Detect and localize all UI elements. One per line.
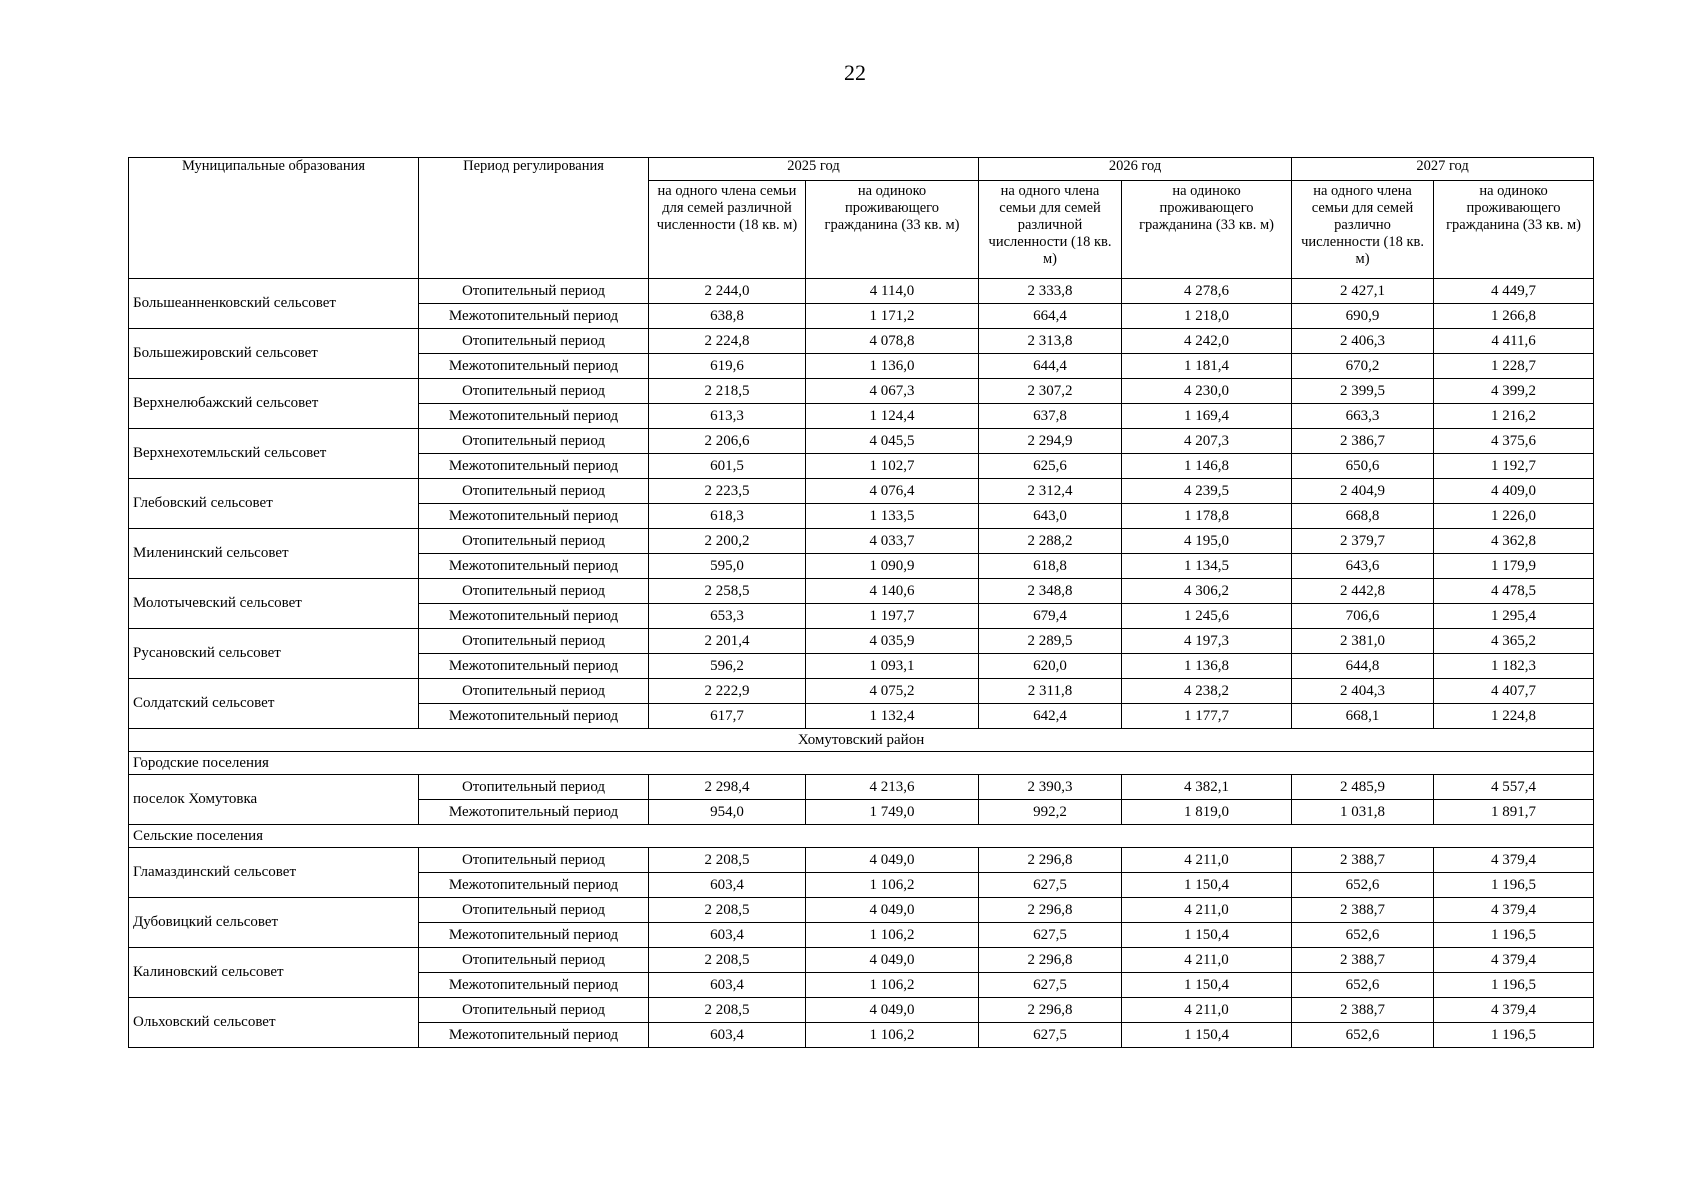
period-label: Межотопительный период [419, 873, 649, 898]
table-body [129, 279, 1594, 1048]
value-cell: 2 201,4 [649, 629, 806, 654]
municipality-name: Дубовицкий сельсовет [129, 898, 419, 948]
municipality-name: Верхнелюбажский сельсовет [129, 379, 419, 429]
value-cell: 4 049,0 [806, 998, 979, 1023]
value-cell: 4 035,9 [806, 629, 979, 654]
value-cell: 2 399,5 [1292, 379, 1434, 404]
value-cell: 2 208,5 [649, 898, 806, 923]
district-row [129, 729, 1594, 752]
settlement-group-label: Городские поселения [129, 752, 1594, 775]
value-cell: 4 211,0 [1122, 898, 1292, 923]
value-cell: 1 196,5 [1434, 1023, 1594, 1048]
value-cell: 4 238,2 [1122, 679, 1292, 704]
value-cell: 4 557,4 [1434, 775, 1594, 800]
value-cell: 2 404,9 [1292, 479, 1434, 504]
period-label: Отопительный период [419, 998, 649, 1023]
value-cell: 2 200,2 [649, 529, 806, 554]
value-cell: 638,8 [649, 304, 806, 329]
municipality-name: Глебовский сельсовет [129, 479, 419, 529]
value-cell: 1 295,4 [1434, 604, 1594, 629]
table-row [129, 775, 1594, 800]
value-cell: 603,4 [649, 873, 806, 898]
group-row [129, 825, 1594, 848]
value-cell: 4 409,0 [1434, 479, 1594, 504]
value-cell: 4 239,5 [1122, 479, 1292, 504]
value-cell: 1 177,7 [1122, 704, 1292, 729]
table-row [129, 279, 1594, 304]
value-cell: 1 106,2 [806, 1023, 979, 1048]
value-cell: 4 207,3 [1122, 429, 1292, 454]
value-cell: 644,4 [979, 354, 1122, 379]
header-single-resident-2025: на одиноко проживающего гражданина (33 кв. м) [806, 181, 979, 279]
value-cell: 2 288,2 [979, 529, 1122, 554]
value-cell: 1 266,8 [1434, 304, 1594, 329]
value-cell: 1 182,3 [1434, 654, 1594, 679]
value-cell: 1 136,8 [1122, 654, 1292, 679]
value-cell: 4 278,6 [1122, 279, 1292, 304]
value-cell: 1 090,9 [806, 554, 979, 579]
value-cell: 4 478,5 [1434, 579, 1594, 604]
period-label: Отопительный период [419, 679, 649, 704]
value-cell: 2 390,3 [979, 775, 1122, 800]
period-label: Межотопительный период [419, 973, 649, 998]
value-cell: 4 306,2 [1122, 579, 1292, 604]
value-cell: 1 169,4 [1122, 404, 1292, 429]
value-cell: 4 045,5 [806, 429, 979, 454]
period-label: Межотопительный период [419, 554, 649, 579]
value-cell: 1 146,8 [1122, 454, 1292, 479]
value-cell: 2 427,1 [1292, 279, 1434, 304]
value-cell: 4 140,6 [806, 579, 979, 604]
value-cell: 1 196,5 [1434, 873, 1594, 898]
value-cell: 1 819,0 [1122, 800, 1292, 825]
value-cell: 4 195,0 [1122, 529, 1292, 554]
period-label: Отопительный период [419, 279, 649, 304]
value-cell: 2 206,6 [649, 429, 806, 454]
value-cell: 668,8 [1292, 504, 1434, 529]
value-cell: 627,5 [979, 973, 1122, 998]
value-cell: 2 379,7 [1292, 529, 1434, 554]
value-cell: 1 245,6 [1122, 604, 1292, 629]
value-cell: 2 296,8 [979, 848, 1122, 873]
municipality-name: Солдатский сельсовет [129, 679, 419, 729]
period-label: Отопительный период [419, 898, 649, 923]
value-cell: 4 382,1 [1122, 775, 1292, 800]
value-cell: 637,8 [979, 404, 1122, 429]
value-cell: 650,6 [1292, 454, 1434, 479]
table-row [129, 998, 1594, 1023]
value-cell: 4 075,2 [806, 679, 979, 704]
page-number: 22 [844, 60, 866, 85]
header-year-2027: 2027 год [1292, 158, 1594, 181]
value-cell: 627,5 [979, 873, 1122, 898]
value-cell: 643,6 [1292, 554, 1434, 579]
table-row [129, 529, 1594, 554]
value-cell: 652,6 [1292, 873, 1434, 898]
value-cell: 4 411,6 [1434, 329, 1594, 354]
period-label: Отопительный период [419, 775, 649, 800]
value-cell: 2 208,5 [649, 948, 806, 973]
value-cell: 596,2 [649, 654, 806, 679]
value-cell: 4 379,4 [1434, 948, 1594, 973]
value-cell: 670,2 [1292, 354, 1434, 379]
group-row [129, 752, 1594, 775]
municipality-name: Гламаздинский сельсовет [129, 848, 419, 898]
value-cell: 1 178,8 [1122, 504, 1292, 529]
value-cell: 2 386,7 [1292, 429, 1434, 454]
value-cell: 4 078,8 [806, 329, 979, 354]
value-cell: 644,8 [1292, 654, 1434, 679]
value-cell: 618,8 [979, 554, 1122, 579]
period-label: Отопительный период [419, 429, 649, 454]
municipality-name: Ольховский сельсовет [129, 998, 419, 1048]
value-cell: 2 333,8 [979, 279, 1122, 304]
value-cell: 1 171,2 [806, 304, 979, 329]
period-label: Межотопительный период [419, 304, 649, 329]
value-cell: 2 388,7 [1292, 848, 1434, 873]
value-cell: 2 244,0 [649, 279, 806, 304]
period-label: Отопительный период [419, 379, 649, 404]
value-cell: 2 222,9 [649, 679, 806, 704]
value-cell: 1 133,5 [806, 504, 979, 529]
value-cell: 1 150,4 [1122, 873, 1292, 898]
value-cell: 1 106,2 [806, 973, 979, 998]
value-cell: 4 379,4 [1434, 898, 1594, 923]
value-cell: 620,0 [979, 654, 1122, 679]
value-cell: 1 093,1 [806, 654, 979, 679]
value-cell: 2 294,9 [979, 429, 1122, 454]
period-label: Отопительный период [419, 529, 649, 554]
value-cell: 4 049,0 [806, 848, 979, 873]
value-cell: 1 218,0 [1122, 304, 1292, 329]
period-label: Межотопительный период [419, 604, 649, 629]
value-cell: 2 208,5 [649, 848, 806, 873]
period-label: Отопительный период [419, 629, 649, 654]
value-cell: 2 224,8 [649, 329, 806, 354]
value-cell: 627,5 [979, 1023, 1122, 1048]
value-cell: 4 197,3 [1122, 629, 1292, 654]
value-cell: 4 365,2 [1434, 629, 1594, 654]
table-row [129, 329, 1594, 354]
value-cell: 2 208,5 [649, 998, 806, 1023]
value-cell: 4 407,7 [1434, 679, 1594, 704]
municipality-name: Верхнехотемльский сельсовет [129, 429, 419, 479]
value-cell: 1 749,0 [806, 800, 979, 825]
value-cell: 4 033,7 [806, 529, 979, 554]
header-family-member-2026: на одного члена семьи для семей различной численности (18 кв. м) [979, 181, 1122, 279]
value-cell: 663,3 [1292, 404, 1434, 429]
value-cell: 2 313,8 [979, 329, 1122, 354]
table-row [129, 679, 1594, 704]
value-cell: 4 379,4 [1434, 998, 1594, 1023]
period-label: Отопительный период [419, 329, 649, 354]
value-cell: 2 218,5 [649, 379, 806, 404]
table-row [129, 379, 1594, 404]
value-cell: 992,2 [979, 800, 1122, 825]
municipality-name: Калиновский сельсовет [129, 948, 419, 998]
table-row [129, 479, 1594, 504]
period-label: Межотопительный период [419, 454, 649, 479]
value-cell: 1 106,2 [806, 923, 979, 948]
period-label: Межотопительный период [419, 504, 649, 529]
municipality-name: Миленинский сельсовет [129, 529, 419, 579]
period-label: Отопительный период [419, 579, 649, 604]
value-cell: 1 031,8 [1292, 800, 1434, 825]
value-cell: 625,6 [979, 454, 1122, 479]
value-cell: 617,7 [649, 704, 806, 729]
table-row [129, 579, 1594, 604]
value-cell: 2 442,8 [1292, 579, 1434, 604]
period-label: Межотопительный период [419, 404, 649, 429]
period-label: Отопительный период [419, 948, 649, 973]
value-cell: 1 228,7 [1434, 354, 1594, 379]
value-cell: 4 379,4 [1434, 848, 1594, 873]
value-cell: 2 311,8 [979, 679, 1122, 704]
period-label: Межотопительный период [419, 800, 649, 825]
value-cell: 1 192,7 [1434, 454, 1594, 479]
value-cell: 4 242,0 [1122, 329, 1292, 354]
municipality-name: Молотычевский сельсовет [129, 579, 419, 629]
table-row [129, 848, 1594, 873]
value-cell: 603,4 [649, 923, 806, 948]
value-cell: 668,1 [1292, 704, 1434, 729]
value-cell: 595,0 [649, 554, 806, 579]
value-cell: 627,5 [979, 923, 1122, 948]
value-cell: 954,0 [649, 800, 806, 825]
district-name: Хомутовский район [129, 729, 1594, 752]
value-cell: 1 106,2 [806, 873, 979, 898]
municipality-name: Большеанненковский сельсовет [129, 279, 419, 329]
value-cell: 4 399,2 [1434, 379, 1594, 404]
value-cell: 1 216,2 [1434, 404, 1594, 429]
value-cell: 4 076,4 [806, 479, 979, 504]
value-cell: 653,3 [649, 604, 806, 629]
value-cell: 1 224,8 [1434, 704, 1594, 729]
value-cell: 2 388,7 [1292, 998, 1434, 1023]
header-single-resident-2027: на одиноко проживающего гражданина (33 кв. м) [1434, 181, 1594, 279]
municipality-name: поселок Хомутовка [129, 775, 419, 825]
value-cell: 1 136,0 [806, 354, 979, 379]
table-row [129, 948, 1594, 973]
value-cell: 4 211,0 [1122, 848, 1292, 873]
value-cell: 2 296,8 [979, 898, 1122, 923]
value-cell: 706,6 [1292, 604, 1434, 629]
value-cell: 601,5 [649, 454, 806, 479]
value-cell: 4 211,0 [1122, 998, 1292, 1023]
value-cell: 4 067,3 [806, 379, 979, 404]
value-cell: 4 114,0 [806, 279, 979, 304]
value-cell: 1 196,5 [1434, 923, 1594, 948]
table-row [129, 629, 1594, 654]
value-cell: 1 196,5 [1434, 973, 1594, 998]
header-municipality: Муниципальные образования [129, 158, 419, 279]
value-cell: 690,9 [1292, 304, 1434, 329]
value-cell: 613,3 [649, 404, 806, 429]
period-label: Межотопительный период [419, 654, 649, 679]
value-cell: 619,6 [649, 354, 806, 379]
period-label: Отопительный период [419, 479, 649, 504]
value-cell: 1 132,4 [806, 704, 979, 729]
value-cell: 1 134,5 [1122, 554, 1292, 579]
value-cell: 4 449,7 [1434, 279, 1594, 304]
municipality-name: Большежировский сельсовет [129, 329, 419, 379]
value-cell: 2 307,2 [979, 379, 1122, 404]
period-label: Межотопительный период [419, 923, 649, 948]
value-cell: 2 296,8 [979, 998, 1122, 1023]
value-cell: 4 375,6 [1434, 429, 1594, 454]
value-cell: 4 049,0 [806, 898, 979, 923]
value-cell: 4 362,8 [1434, 529, 1594, 554]
value-cell: 652,6 [1292, 973, 1434, 998]
value-cell: 2 289,5 [979, 629, 1122, 654]
period-label: Отопительный период [419, 848, 649, 873]
value-cell: 2 388,7 [1292, 898, 1434, 923]
value-cell: 1 181,4 [1122, 354, 1292, 379]
value-cell: 603,4 [649, 973, 806, 998]
value-cell: 2 485,9 [1292, 775, 1434, 800]
value-cell: 2 406,3 [1292, 329, 1434, 354]
value-cell: 1 179,9 [1434, 554, 1594, 579]
value-cell: 664,4 [979, 304, 1122, 329]
value-cell: 2 388,7 [1292, 948, 1434, 973]
header-year-row [129, 158, 1594, 181]
value-cell: 1 226,0 [1434, 504, 1594, 529]
value-cell: 1 197,7 [806, 604, 979, 629]
value-cell: 603,4 [649, 1023, 806, 1048]
value-cell: 2 296,8 [979, 948, 1122, 973]
value-cell: 652,6 [1292, 1023, 1434, 1048]
value-cell: 2 381,0 [1292, 629, 1434, 654]
value-cell: 2 312,4 [979, 479, 1122, 504]
table-row [129, 898, 1594, 923]
value-cell: 2 348,8 [979, 579, 1122, 604]
period-label: Межотопительный период [419, 704, 649, 729]
header-family-member-2027: на одного члена семьи для семей различно численности (18 кв. м) [1292, 181, 1434, 279]
period-label: Межотопительный период [419, 354, 649, 379]
value-cell: 652,6 [1292, 923, 1434, 948]
value-cell: 2 223,5 [649, 479, 806, 504]
header-family-member-2025: на одного члена семьи для семей различной численности (18 кв. м) [649, 181, 806, 279]
value-cell: 2 404,3 [1292, 679, 1434, 704]
value-cell: 1 150,4 [1122, 1023, 1292, 1048]
value-cell: 643,0 [979, 504, 1122, 529]
value-cell: 679,4 [979, 604, 1122, 629]
header-year-2025: 2025 год [649, 158, 979, 181]
settlement-group-label: Сельские поселения [129, 825, 1594, 848]
value-cell: 642,4 [979, 704, 1122, 729]
header-year-2026: 2026 год [979, 158, 1292, 181]
value-cell: 1 124,4 [806, 404, 979, 429]
tariff-table [128, 157, 1594, 1048]
value-cell: 4 211,0 [1122, 948, 1292, 973]
header-single-resident-2026: на одиноко проживающего гражданина (33 кв. м) [1122, 181, 1292, 279]
value-cell: 2 258,5 [649, 579, 806, 604]
value-cell: 1 102,7 [806, 454, 979, 479]
municipality-name: Русановский сельсовет [129, 629, 419, 679]
value-cell: 1 150,4 [1122, 973, 1292, 998]
period-label: Межотопительный период [419, 1023, 649, 1048]
value-cell: 4 049,0 [806, 948, 979, 973]
value-cell: 4 230,0 [1122, 379, 1292, 404]
value-cell: 1 891,7 [1434, 800, 1594, 825]
table-row [129, 429, 1594, 454]
header-period: Период регулирования [419, 158, 649, 279]
value-cell: 1 150,4 [1122, 923, 1292, 948]
value-cell: 4 213,6 [806, 775, 979, 800]
value-cell: 2 298,4 [649, 775, 806, 800]
value-cell: 618,3 [649, 504, 806, 529]
